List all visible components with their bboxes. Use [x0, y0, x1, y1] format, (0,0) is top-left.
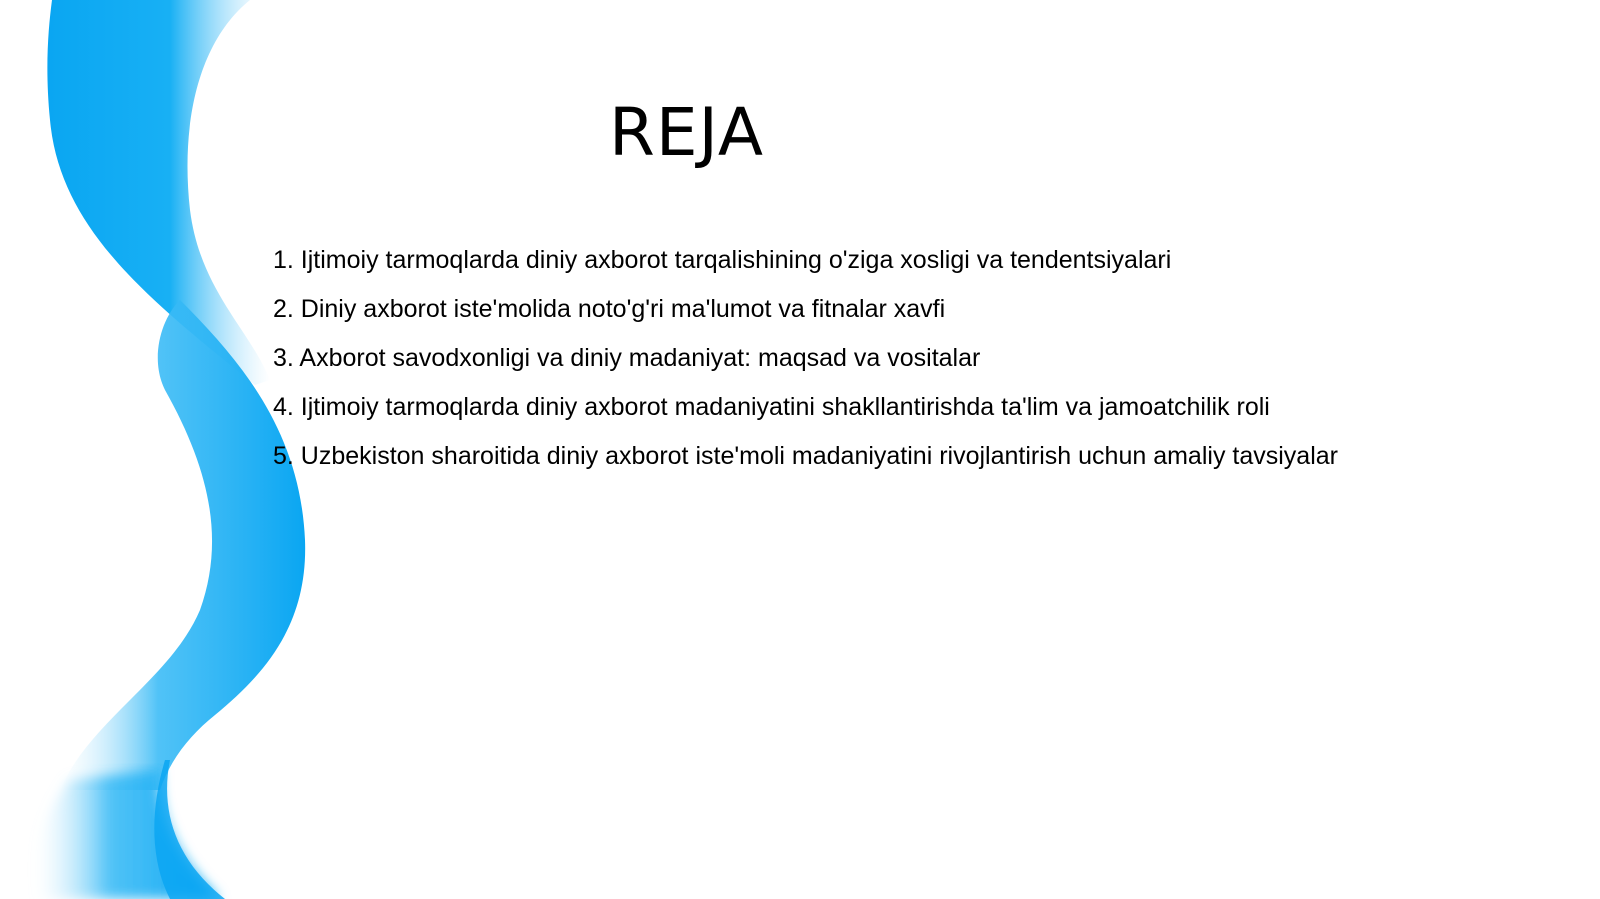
- plan-item-4: 4. Ijtimoiy tarmoqlarda diniy axborot madaniyatini shakllantirishda ta'lim va jamoatchilik roli: [273, 393, 1270, 421]
- plan-item-5: 5. Uzbekiston sharoitida diniy axborot iste'moli madaniyatini rivojlantirish uchun amaliy tavsiyalar: [273, 442, 1338, 470]
- slide-title: REJA: [609, 94, 765, 171]
- plan-item-1: 1. Ijtimoiy tarmoqlarda diniy axborot tarqalishining o'ziga xosligi va tendentsiyalari: [273, 246, 1172, 274]
- plan-item-3: 3. Axborot savodxonligi va diniy madaniyat: maqsad va vositalar: [273, 344, 981, 372]
- plan-item-2: 2. Diniy axborot iste'molida noto'g'ri ma'lumot va fitnalar xavfi: [273, 295, 946, 323]
- plan-list: [273, 236, 1573, 481]
